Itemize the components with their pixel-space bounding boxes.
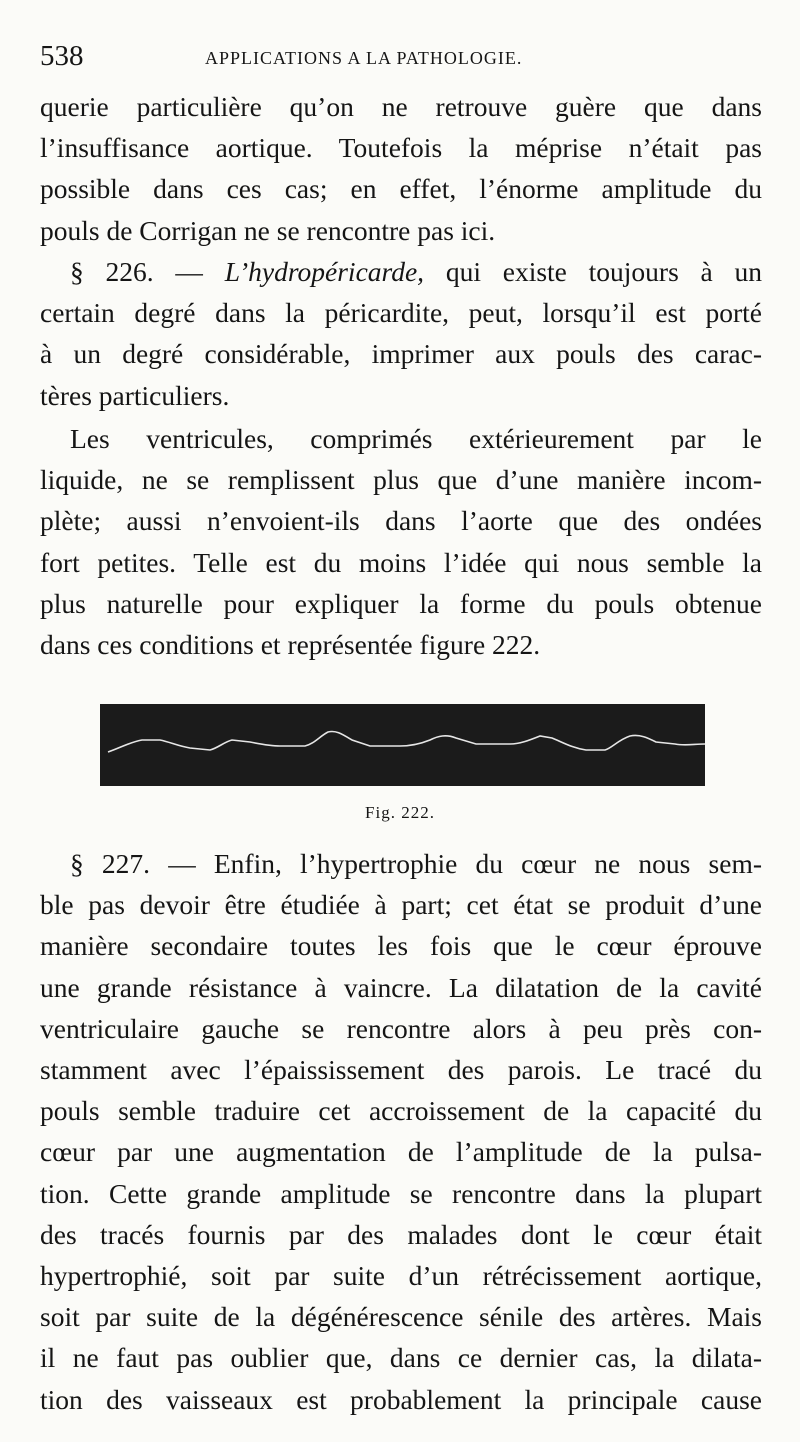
text-line: pouls de Corrigan ne se rencontre pas ici. [40, 214, 496, 246]
section-number: § 226. — [70, 256, 203, 287]
figure-caption: Fig. 222. [365, 803, 435, 822]
text-line: des tracés fournis par des malades dont le cœur était [40, 1218, 762, 1250]
text-line: soit par suite de la dégénérescence sénile des artères. Mais [40, 1301, 762, 1333]
text-line: Les ventricules, comprimés extérieurement par le [70, 423, 762, 454]
text-line: possible dans ces cas; en effet, l’énorme amplitude du [40, 173, 762, 205]
text-line: querie particulière qu’on ne retrouve guère que dans [40, 91, 762, 122]
text-line: plète; aussi n’envoient-ils dans l’aorte que des ondées [40, 505, 762, 537]
text-line: il ne faut pas oublier que, dans ce dernier cas, la dilata- [40, 1342, 762, 1374]
text-line: tères particuliers. [40, 379, 230, 411]
section-227 [40, 843, 762, 1420]
pulse-waveform [108, 731, 705, 752]
section-226 [40, 251, 762, 416]
paragraph-ventricles [40, 418, 762, 665]
text-fragment: qui existe toujours à un [445, 256, 762, 287]
text-line: dans ces conditions et représentée figure 222. [40, 629, 541, 661]
text-line: l’insuffisance aortique. Toutefois la méprise n’était pas [40, 132, 762, 164]
text-line: cœur par une augmentation de l’amplitude de la pulsa- [40, 1136, 762, 1168]
text-line: ventriculaire gauche se rencontre alors à peu près con- [40, 1012, 762, 1044]
text-line: tion des vaisseaux est probablement la principale cause [40, 1383, 762, 1415]
pulse-tracing [100, 704, 705, 786]
section-226-heading-line [40, 251, 762, 292]
text-line: pouls semble traduire cet accroissement de la capacité du [40, 1095, 762, 1127]
section-term: L’hydropéricarde, [224, 256, 425, 287]
page-header [40, 40, 760, 80]
text-line: plus naturelle pour expliquer la forme du pouls obtenue [40, 587, 762, 619]
page-number: 538 [40, 40, 84, 72]
text-line: hypertrophié, soit par suite d’un rétrécissement aortique, [40, 1260, 762, 1292]
text-line: liquide, ne se remplissent plus que d’une manière incom- [40, 464, 762, 496]
paragraph-continuation [40, 86, 762, 251]
text-line: manière secondaire toutes les fois que le cœur éprouve [40, 930, 762, 962]
text-line: certain degré dans la péricardite, peut, lorsqu’il est porté [40, 297, 762, 329]
text-line: une grande résistance à vaincre. La dilatation de la cavité [40, 971, 762, 1003]
text-line: à un degré considérable, imprimer aux pouls des carac- [40, 338, 762, 370]
text-line: tion. Cette grande amplitude se rencontre dans la plupart [40, 1177, 762, 1209]
pulse-tracing-figure [100, 704, 705, 786]
text-line: ble pas devoir être étudiée à part; cet état se produit d’une [40, 889, 762, 921]
running-title: APPLICATIONS A LA PATHOLOGIE. [205, 48, 523, 68]
text-line: § 227. — Enfin, l’hypertrophie du cœur ne nous sem- [70, 848, 762, 879]
text-line: stamment avec l’épaississement des parois. Le tracé du [40, 1054, 762, 1086]
text-line: fort petites. Telle est du moins l’idée qui nous semble la [40, 546, 762, 578]
